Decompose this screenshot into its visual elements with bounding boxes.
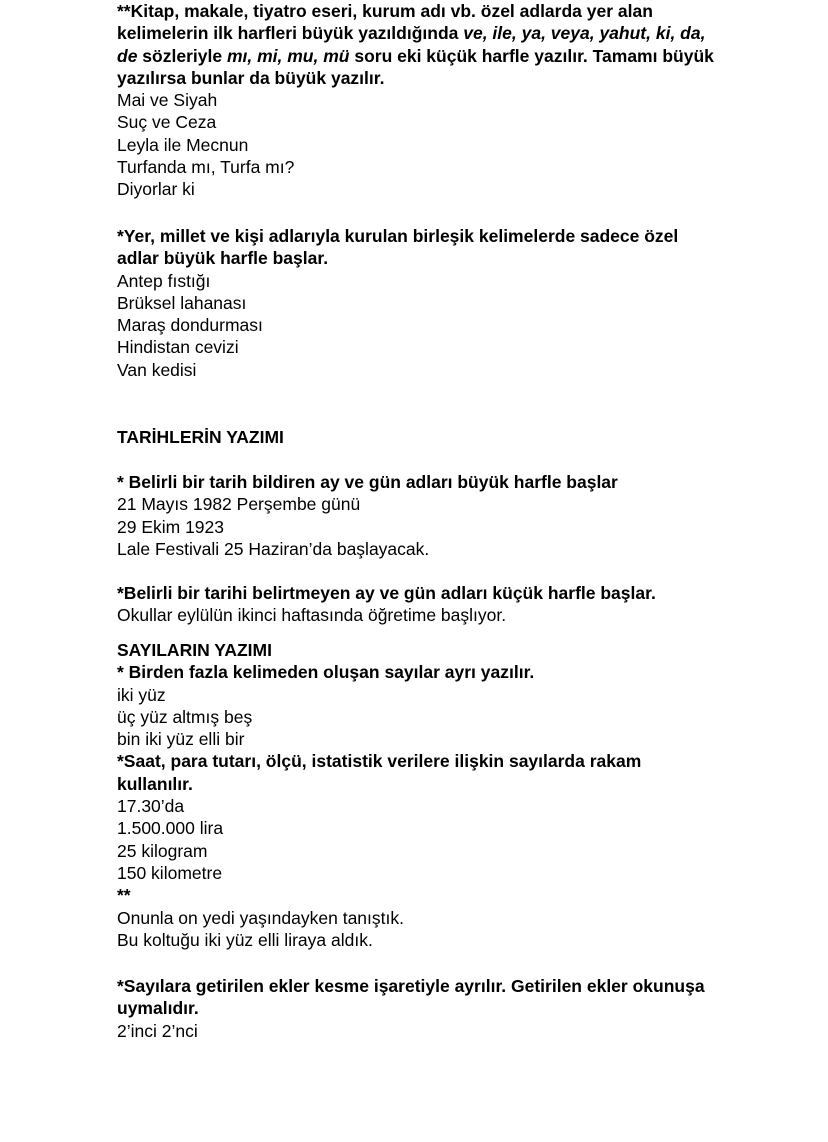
section-heading: TARİHLERİN YAZIMI [117, 427, 284, 447]
proper-names-rule [117, 0, 797, 201]
example-line: üç yüz altmış beş [117, 706, 253, 727]
example-line: 2’inci 2’nci [117, 1020, 198, 1041]
example-line: Diyorlar ki [117, 179, 195, 200]
example-line: 25 kilogram [117, 840, 208, 861]
dates-rule-general [117, 582, 797, 627]
example-line: Maraş dondurması [117, 315, 263, 336]
rule-line: **Kitap, makale, tiyatro eseri, kurum adı vb. özel adlarda yer alan [117, 1, 653, 21]
rule-text: kelimelerin ilk harfleri büyük yazıldığında [117, 23, 464, 44]
rule-line: *Saat, para tutarı, ölçü, istatistik verilere ilişkin sayılarda rakam [117, 751, 642, 772]
rule-line: *Yer, millet ve kişi adlarıyla kurulan birleşik kelimelerde sadece özel [117, 226, 679, 246]
rule-emphasis: de [117, 45, 138, 66]
example-line: Okullar eylülün ikinci haftasında öğretime başlıyor. [117, 605, 507, 626]
example-line: Van kedisi [117, 359, 197, 380]
rule-marker: ** [117, 885, 131, 906]
example-line: bin iki yüz elli bir [117, 729, 245, 750]
rule-line [117, 45, 797, 67]
rule-emphasis: mı, mi, mu, mü [226, 45, 350, 66]
rule-text: sözleriyle [137, 45, 227, 66]
rule-line [117, 22, 797, 44]
example-line: 17.30’da [117, 796, 185, 817]
rule-line: *Belirli bir tarihi belirtmeyen ay ve gün adları küçük harfle başlar. [117, 583, 656, 603]
example-line: Brüksel lahanası [117, 292, 247, 313]
example-line: 1.500.000 lira [117, 818, 224, 839]
section-heading: SAYILARIN YAZIMI [117, 640, 272, 660]
rule-line: * Belirli bir tarih bildiren ay ve gün adları büyük harfle başlar [117, 472, 618, 492]
example-line: Bu koltuğu iki yüz elli liraya aldık. [117, 929, 373, 950]
example-line: Suç ve Ceza [117, 112, 217, 133]
example-line: Antep fıstığı [117, 270, 211, 291]
rule-line: kullanılır. [117, 773, 193, 794]
example-line: Lale Festivali 25 Haziran’da başlayacak. [117, 538, 430, 559]
rule-text: soru eki küçük harfle yazılır. Tamamı büyük [349, 45, 714, 66]
example-line: Mai ve Siyah [117, 90, 218, 111]
example-line: Hindistan cevizi [117, 337, 239, 358]
numbers-suffix-rule [117, 975, 797, 1042]
rule-line: * Birden fazla kelimeden oluşan sayılar ayrı yazılır. [117, 662, 535, 683]
rule-line: adlar büyük harfle başlar. [117, 248, 329, 269]
rule-emphasis: ve, ile, ya, veya, yahut, ki, da, [463, 23, 706, 44]
compound-words-rule [117, 225, 797, 381]
rule-line: yazılırsa bunlar da büyük yazılır. [117, 67, 385, 88]
dates-section [117, 426, 797, 448]
example-line: 21 Mayıs 1982 Perşembe günü [117, 494, 361, 515]
example-line: Leyla ile Mecnun [117, 134, 249, 155]
example-line: 150 kilometre [117, 862, 223, 883]
dates-rule-specific [117, 471, 797, 560]
rule-line: *Sayılara getirilen ekler kesme işaretiyle ayrılır. Getirilen ekler okunuşa [117, 976, 705, 996]
example-line: iki yüz [117, 684, 166, 705]
rule-line: uymalıdır. [117, 998, 199, 1019]
example-line: 29 Ekim 1923 [117, 516, 225, 537]
numbers-section [117, 639, 797, 951]
example-line: Onunla on yedi yaşındayken tanıştık. [117, 907, 404, 928]
example-line: Turfanda mı, Turfa mı? [117, 157, 295, 178]
